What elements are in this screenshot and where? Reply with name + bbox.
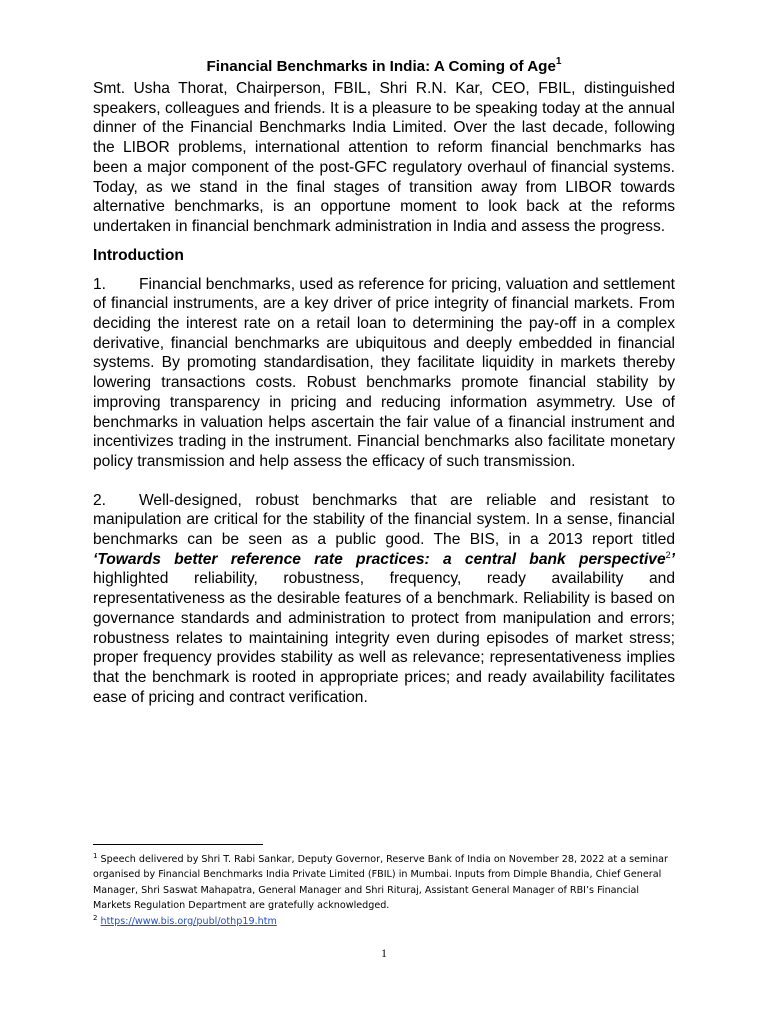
footnote-separator (93, 844, 263, 845)
footnote-1 (93, 852, 675, 914)
opening-paragraph: Smt. Usha Thorat, Chairperson, FBIL, Shri R.N. Kar, CEO, FBIL, distinguished speakers, colleagues and friends. It is a pleasure to be speaking today at the annual dinner of the Financial Benchmarks India Limited. Over the last decade, following the LIBOR problems, international attention to reform financial benchmarks has been a major component of the post-GFC regulatory overhaul of financial systems. Today, as we stand in the final stages of transition away from LIBOR towards alternative benchmarks, is an opportune moment to look back at the reforms undertaken in financial benchmark administration in India and assess the progress. (93, 80, 675, 235)
footnotes (93, 852, 675, 929)
paragraph-2-number: 2. (93, 491, 107, 509)
footnote-1-mark: 1 (93, 852, 98, 860)
page-number: 1 (381, 948, 387, 960)
closing-quote: ’ (670, 550, 675, 568)
bis-report-title: ‘Towards better reference rate practices: a central bank perspective (93, 550, 666, 568)
footnote-1-text: Speech delivered by Shri T. Rabi Sankar, Deputy Governor, Reserve Bank of India on November 28, 2022 at a seminar organised by Financial Benchmarks India Private Limited (FBIL) in Mumbai. Inputs from Dimple Bhandia, Chief General Manager, Shri Saswat Mahapatra, General Manager and Shri Rituraj, Assistant General Manager of RBI’s Financial Markets Regulation Department are gratefully acknowledged. (93, 854, 668, 912)
paragraph-2 (93, 491, 675, 708)
title-text: Financial Benchmarks in India: A Coming of Age (206, 58, 556, 75)
footnote-2-mark: 2 (93, 913, 98, 922)
section-heading-introduction: Introduction (93, 246, 184, 264)
document-title (93, 58, 675, 75)
paragraph-2-text-after: highlighted reliability, robustness, frequency, ready availability and representativeness as the desirable features of a benchmark. Reliability is based on governance standards and administration to protect from manipulation and errors; robustness relates to maintaining integrity even during episodes of market stress; proper frequency provides stability as well as relevance; representativeness implies that the benchmark is rooted in appropriate prices; and ready availability facilitates ease of pricing and contract verification. (93, 570, 675, 706)
footnote-2-link[interactable]: https://www.bis.org/publ/othp19.htm (100, 915, 277, 927)
paragraph-1-number: 1. (93, 275, 107, 293)
paragraph-2-text-before: Well-designed, robust benchmarks that are reliable and resistant to manipulation are critical for the stability of the financial system. In a sense, financial benchmarks can be seen as a public good. The BIS, in a 2013 report titled (93, 491, 675, 549)
footnote-2 (93, 914, 675, 929)
title-footnote-ref[interactable]: 1 (555, 56, 562, 67)
paragraph-1-text: Financial benchmarks, used as reference for pricing, valuation and settlement of financial instruments, are a key driver of price integrity of financial markets. From deciding the interest rate on a retail loan to determining the pay-off in a complex derivative, financial benchmarks are ubiquitous and deeply embedded in financial systems. By promoting standardisation, they facilitate liquidity in markets thereby lowering transactions costs. Robust benchmarks promote financial stability by improving transparency in pricing and reducing information asymmetry. Use of benchmarks in valuation helps ascertain the fair value of a financial instrument and incentivizes trading in the instrument. Financial benchmarks also facilitate monetary policy transmission and help assess the efficacy of such transmission. (93, 275, 675, 470)
paragraph-1 (93, 275, 675, 472)
footnote-ref-2[interactable]: 2 (665, 549, 671, 560)
document-body (93, 58, 675, 707)
